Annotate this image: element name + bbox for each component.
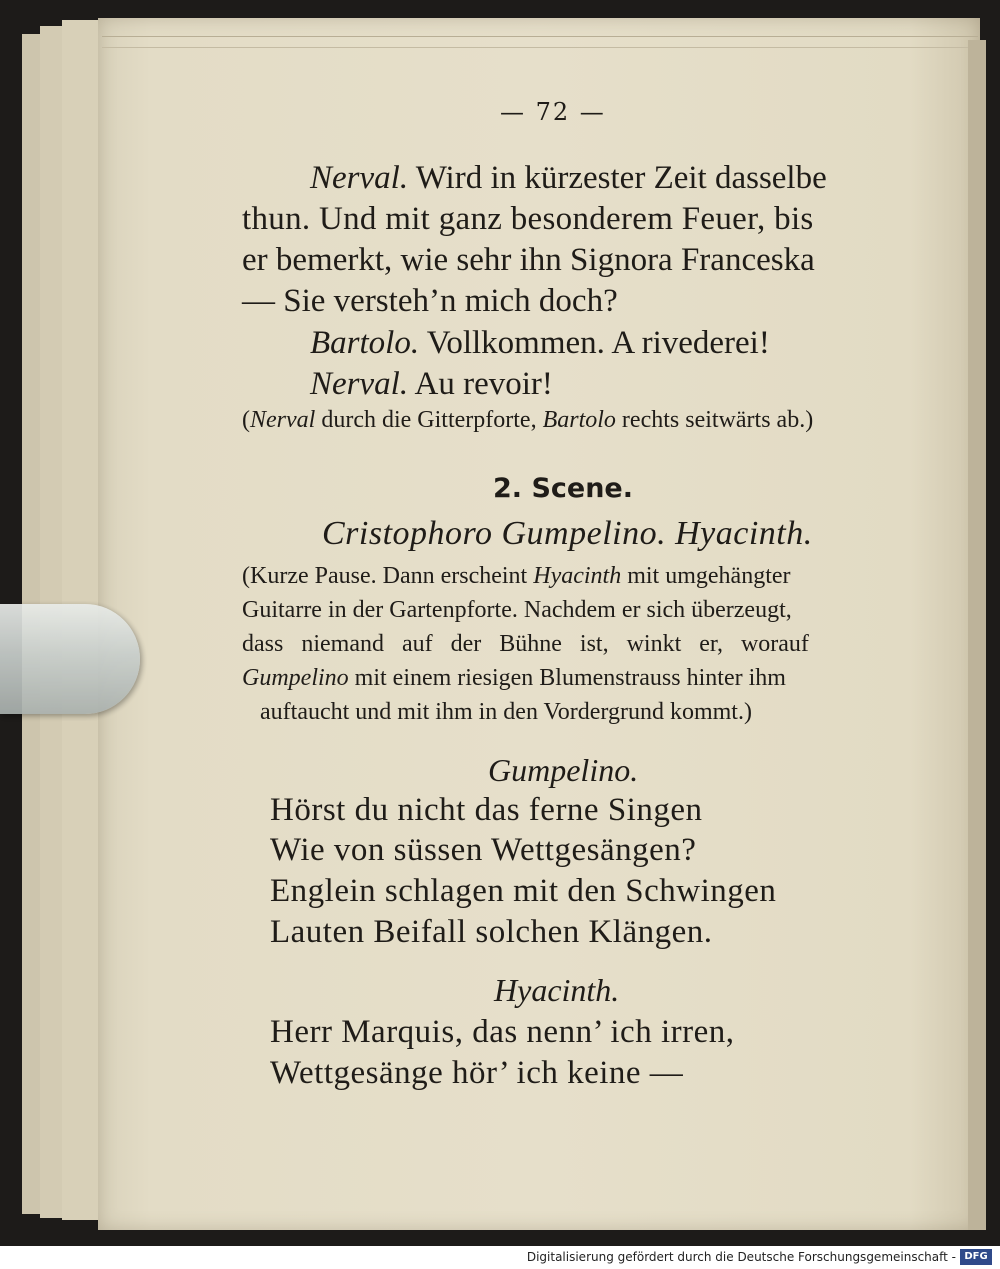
stage-direction-2d	[242, 665, 786, 692]
line-text: Vollkommen. A rivederei!	[426, 325, 770, 361]
stage-text: mit umgehängter	[627, 563, 791, 589]
page-top-border	[102, 36, 978, 48]
scene-cast: Cristophoro Gumpelino. Hyacinth.	[322, 515, 813, 552]
speaker-nerval: Nerval.	[310, 366, 409, 402]
stage-text: mit einem riesigen Blumenstrauss hinter ihm	[354, 665, 786, 691]
verse-line: Hörst du nicht das ferne Singen	[270, 792, 703, 828]
funding-notice: Digitalisierung gefördert durch die Deutsche Forschungsgemeinschaft -	[526, 1250, 956, 1264]
line-5	[310, 325, 770, 362]
binding-edge	[968, 40, 986, 1230]
stage-paren: (	[242, 407, 250, 433]
verse-line: Wie von süssen Wettgesängen?	[270, 832, 697, 868]
line-4: — Sie versteh’n mich doch?	[242, 283, 618, 319]
verse-line: Herr Marquis, das nenn’ ich irren,	[270, 1014, 735, 1050]
stage-name: Nerval	[250, 407, 316, 433]
verse-line: Englein schlagen mit den Schwingen	[270, 873, 777, 909]
footer-bar	[0, 1246, 1000, 1269]
speaker-bartolo: Bartolo.	[310, 325, 420, 361]
verse-speaker-gumpelino: Gumpelino.	[488, 752, 639, 788]
stage-text: (Kurze Pause. Dann erscheint	[242, 563, 528, 589]
stage-name: Gumpelino	[242, 665, 349, 691]
stage-text: rechts seitwärts ab.)	[621, 407, 814, 433]
stage-direction-1	[242, 407, 813, 434]
line-text: Wird in kürzester Zeit dasselbe	[415, 160, 827, 196]
line-1	[310, 160, 827, 197]
stage-direction-2e: auftaucht und mit ihm in den Vordergrund kommt.)	[260, 699, 752, 725]
stage-text: durch die Gitterpforte,	[321, 407, 537, 433]
verse-line: Lauten Beifall solchen Klängen.	[270, 914, 713, 950]
verse-speaker-hyacinth: Hyacinth.	[494, 972, 620, 1008]
line-3: er bemerkt, wie sehr ihn Signora Franceska	[242, 242, 815, 278]
speaker-nerval: Nerval.	[310, 160, 409, 196]
stage-direction-2a	[242, 563, 791, 590]
line-6	[310, 366, 553, 403]
stage-name: Bartolo	[542, 407, 616, 433]
line-2: thun. Und mit ganz besonderem Feuer, bis	[242, 201, 814, 237]
dfg-logo: DFG	[960, 1249, 992, 1265]
stage-name: Hyacinth	[533, 563, 622, 589]
page-number: — 72 —	[500, 98, 606, 126]
stage-direction-2b: Guitarre in der Gartenpforte. Nachdem er sich überzeugt,	[242, 597, 792, 623]
stage-direction-2c: dass niemand auf der Bühne ist, winkt er, worauf	[242, 631, 809, 657]
verse-line: Wettgesänge hör’ ich keine —	[270, 1055, 684, 1091]
glass-page-weight	[0, 604, 140, 714]
line-text: Au revoir!	[414, 366, 553, 402]
scene-heading: 2. Scene.	[493, 473, 633, 504]
